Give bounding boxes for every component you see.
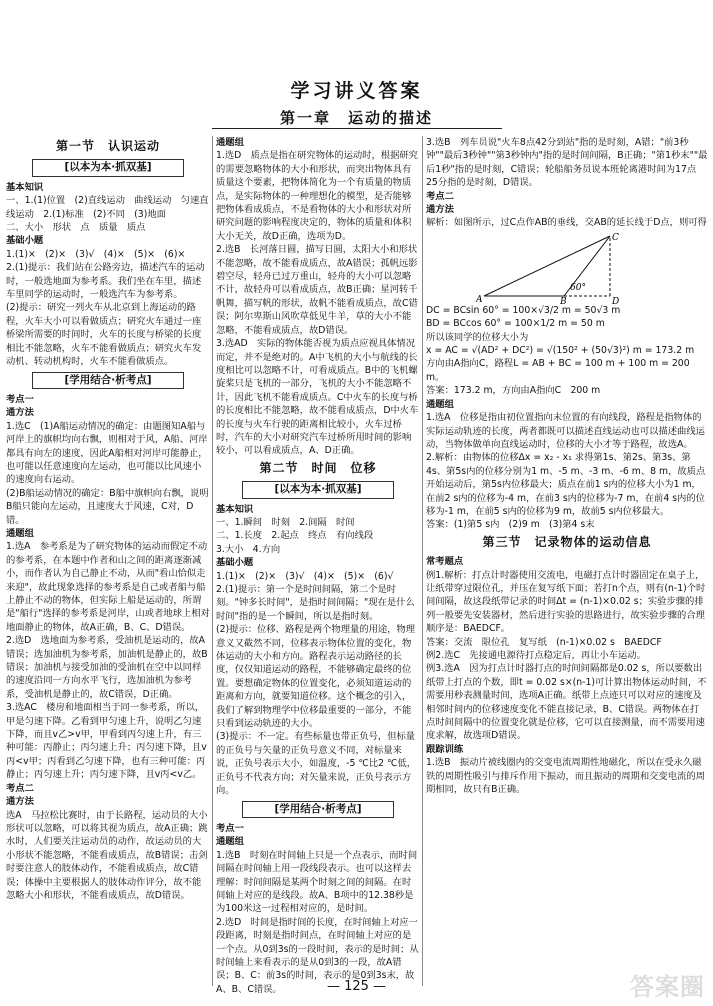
paragraph: 答案：交流 限位孔 复写纸 (n-1)×0.02 s BAEDCF — [426, 636, 662, 648]
paragraph: 1.(1)× (2)× (3)√ (4)× (5)× (6)√ — [216, 570, 394, 582]
subheading: 考点一 — [216, 822, 244, 834]
paragraph: DC = BCsin 60° = 100×√3/2 m = 50√3 m — [426, 304, 621, 316]
paragraph: 1.选B 时刻在时间轴上只是一个点表示，而时间间隔在时间轴上用一段线段表示。也可以这样去理解：时间间隔是某两个时刻之间的间隔。在时间轴上对应的是线段。故A、B项中的12.38秒是为100米这一过程相对应的，是时间。 — [216, 849, 418, 915]
watermark-logo: 答案圈 — [630, 973, 705, 1001]
paragraph: 3.选AD 实际的物体能否视为质点应视具体情况而定，并不是绝对的。A中飞机的大小与航线的长度相比可以忽略不计，可看成质点。B中的飞机螺旋桨只是飞机的一部分，飞机的大小不能忽略不计，因此飞机不能看成质点。C中火车的长度与桥的长度相比不能忽略，故不能看成质点，D中火车的长度与火车行驶的距离相比较小，火车过桥时，汽车的大小对研究汽车过桥所用时间的影响较小，可以看成质点，A、D正确。 — [216, 338, 419, 457]
paragraph: 一、1.(1)位置 (2)直线运动 曲线运动 匀速直线运动 2.(1)标准 (2)不同 (3)地面 — [6, 195, 209, 220]
paragraph: 所以该同学的位移大小为 — [426, 331, 529, 343]
paragraph: (2)提示：研究一列火车从北京到上海运动的路程，火车大小可以看做质点；研究火车通过一座桥梁所需要的时间时，火车的长度与桥梁的长度相比不能忽略，火车不能看做质点；研究火车发动机、转动机构时，火车不能看做质点。 — [6, 302, 202, 368]
paragraph: 3.大小 4.方向 — [216, 543, 281, 555]
paragraph: 2.选D 选地面为参考系，受油机是运动的，故A错误；选加油机为参考系，加油机是静止的，故B错误；加油机与接受加油的受油机在空中以同样的速度沿同一方向水平飞行，选加油机为参考系，受油机是静止的，故C错误，D正确。 — [6, 635, 208, 700]
paragraph: 例1.解析：打点计时器使用交流电，电磁打点计时器固定在桌子上，让纸带穿过限位孔，并压在复写纸下面；若打n个点，则有(n-1)个时间间隔，故这段纸带记录的时间Δt = (n-1)×0.02 s；实验步骤的排列一般要先安装器材，然后进行实验的思路进行，故实验步骤的合理顺序是：BAEDCF。 — [426, 569, 706, 635]
section-banner: [学用结合·析考点] — [32, 372, 184, 389]
subheading: 考点一 — [6, 393, 34, 405]
page-number: — 125 — — [326, 979, 387, 994]
subheading: 通题组 — [216, 137, 244, 148]
paragraph: 1.选D 质点是指在研究物体的运动时，根据研究的需要忽略物体的大小和形状，而突出物体具有质量这个要素，把物体简化为一个有质量的物质点，是实际物体的一种理想化的模型，是否能够把物体看成质点，不是看物体的大小和形状对所研究问题的影响程度决定的，物体的质量和体积大小无关，故D正确，选项为D。 — [216, 150, 418, 242]
subheading: 基本知识 — [216, 503, 254, 515]
subheading: 通方法 — [6, 407, 34, 419]
paragraph: 1.(1)× (2)× (3)√ (4)× (5)× (6)× — [6, 248, 186, 260]
paragraph: 1.选A 位移是指由初位置指向末位置的有向线段，路程是指物体的实际运动轨迹的长度，两者都既可以描述直线运动也可以描述曲线运动，当物体做单向直线运动时，位移的大小才等于路程，故选A。 — [426, 412, 705, 450]
chapter-rule — [212, 128, 502, 129]
paragraph: 2.解析：由物体的位移Δx = x₂ - x₁ 求得第1s、第2s、第3s、第4s、第5s内的位移分别为1 m、-5 m、-3 m、-6 m、8 m，故质点开始运动后，第5s内位移最大；质点在前1 s内的位移大小为1 m，在前2 s内的位移为-4 m，在前3 s内的位移为-7 m，在前4 s内的位移为-1 m，在前5 s内的位移为9 m，故前5 s内位移最大。 — [426, 452, 706, 517]
diagram-label: 60° — [570, 282, 586, 293]
subheading: 常考题点 — [426, 556, 464, 568]
section-title: 第三节 记录物体的运动信息 — [482, 534, 652, 549]
page-title: 学习讲义答案 — [290, 80, 423, 102]
subheading: 基础小题 — [6, 235, 44, 247]
paragraph: 答案：(1)第5 s内 (2)9 m (3)第4 s末 — [426, 519, 595, 531]
column-2 — [216, 136, 420, 994]
section-banner: [以本为本·抓双基] — [32, 159, 184, 176]
paragraph: 例2.选C 先接通电源待打点稳定后，再让小车运动。 — [426, 650, 646, 661]
paragraph: 1.选A 参考系是为了研究物体的运动而假定不动的参考系，在本题中作者和山之间的距离逐渐减小，而作者认为自己静止不动，从而"看山恰似走来迎"，故此现象选择的参考系是自己或者船与船上静止不动的物体，但实际上船是运动的，所谓是"船行"选择的参考系是河岸，山或者地球上相对地面静止的物体，故A正确，B、C、D错误。 — [6, 541, 210, 633]
column-1 — [6, 136, 210, 994]
subheading: 通题组 — [426, 398, 454, 410]
section-banner: [学用结合·析考点] — [242, 801, 394, 818]
subheading: 通题组 — [216, 836, 244, 848]
subheading: 通方法 — [426, 204, 454, 216]
subheading: 通方法 — [6, 796, 34, 808]
section-title: 第一节 认识运动 — [55, 139, 160, 153]
paragraph: 2.选D 时间是指时间的长度，在时间轴上对应一段距离，时刻是指时间点，在时间轴上对应的是一个点。从0到3s的一段时间，表示的是时间；从时间轴上来看表示的是从0到3的一段，故A错误；B、C：前3s的时间，表示的是0到3s末，故A、B、C错误。 — [216, 916, 419, 994]
subheading: 考点二 — [6, 782, 34, 794]
column-3 — [426, 136, 708, 994]
subheading: 基本知识 — [6, 181, 44, 193]
paragraph: 3.选B 列车员说"火车8点42分到站"指的是时刻，A错；"前3秒钟""最后3秒钟""第3秒钟内"指的是时间间隔，B正确；"第1秒末""最后1秒"指的是时刻，C错误；轮船船务员说本班轮离港时间为17点25分指的是时刻，D错误。 — [426, 137, 708, 189]
paragraph: (2)B船运动情况的确定：B船中旗帜向右飘，说明B船只能向左运动，且速度大于风速，C对，D错。 — [6, 487, 209, 526]
diagram-label: B — [560, 296, 567, 304]
diagram-label: D — [612, 296, 620, 304]
paragraph: (3)提示：不一定。有些标量也带正负号，但标量的正负号与矢量的正负号意义不同，对标量来说，正负号表示大小，如温度，-5 ℃比2 ℃低，正负号不代表方向；对矢量来说，正负号表示方向。 — [216, 731, 417, 797]
column-divider — [212, 136, 213, 986]
paragraph: (2)提示：位移、路程是两个物理量的用途，物理意义又截然不同，位移表示物体位置的变化，物体运动的大小和方向。路程表示运动路径的长度，仅仅知道运动的路程，不能够确定最终的位置。要想确定物体的位置变化，必须知道运动的距离和方向，就要知道位移。这个概念的引入，我们了解到物理学中位移最重要的一部分，不能只看到运动轨迹的大小。 — [216, 624, 416, 730]
paragraph: 例3.选A 因为打点计时器打点的时间间隔都是0.02 s，所以要数出纸带上打点的个数，即t = 0.02 s×(n-1)可计算出物体运动时间，不需要用秒表测量时间，选项A正确。纸带上点迹只可以对应的速度及相邻时间内的位移速度变化不能直接记录，B、C错误。两物体在打点时间间隔中的位置变化就是位移，它可以直接测量，而不需要用速度求解，故选项D错误。 — [426, 663, 707, 742]
paragraph: 1.选B 振动片被线圈内的交变电流周期性地磁化，所以在受永久磁铁的周期性吸引与排斥作用下振动，而且振动的周期和交变电流的周期相同，故只有B正确。 — [426, 757, 705, 796]
paragraph: 二、大小 形状 点 质量 质点 — [6, 222, 146, 234]
paragraph: 方向由A指向C，路程L = AB + BC = 100 m + 100 m = 200 m。 — [426, 358, 690, 383]
subheading: 基础小题 — [216, 557, 254, 569]
paragraph: 选A 马拉松比赛时，由于长路程，运动员的大小形状可以忽略，可以将其视为质点，故A正确；跳水时，人们要关注运动员的动作，故运动员的大小形状不能忽略，不能看成质点，故B错误；击剑时要注意人的肢体动作，不能看成质点，故C错误；体操中主要根据人的肢体动作评分，故不能忽略大小和形状，不能看成质点，故D错误。 — [6, 809, 208, 901]
diagram-label: A — [476, 294, 483, 304]
paragraph: 解析：如图所示，过C点作AB的垂线，交AB的延长线于D点，则可得 — [426, 217, 707, 229]
paragraph: 答案：173.2 m，方向由A指向C 200 m — [426, 385, 601, 397]
diagram-line — [484, 236, 610, 296]
column-divider — [422, 136, 423, 986]
paragraph: BD = BCcos 60° = 100×1/2 m = 50 m — [426, 318, 605, 330]
paragraph: 2.(1)提示：我们站在公路旁边，描述汽车的运动时，一般选地面为参考系。我们坐在车里，描述车里同学的运动时，一般选汽车为参考系。 — [6, 262, 205, 301]
paragraph: 一、1.瞬间 时刻 2.间隔 时间 — [216, 516, 355, 528]
paragraph: 3.选AC 楼房和地面相当于同一参考系，所以，甲是匀速下降。乙看到甲匀速上升，说明乙匀速下降，而且v乙>v甲，甲看到丙匀速上升，有三种可能：丙静止；丙匀速上升；丙匀速下降，且v丙<v甲；丙看到乙匀速下降，也有三种可能：丙静止；丙匀速上升；丙匀速下降，且v丙<v乙。 — [6, 702, 207, 781]
paragraph: 1.选C (1)A船运动情况的确定：由题图知A船与河岸上的旗帜均向右飘，则相对于风，A船、河岸都具有向左的速度，因此A船相对河岸可能静止，也可能以任意速度向左运动，也可能以比风速小的速度向右运动。 — [6, 420, 208, 486]
subheading: 通题组 — [6, 527, 34, 539]
paragraph: 2.选B 长河落日圆，描写日圆，太阳大小和形状不能忽略，故不能看成质点，故A错误；孤帆远影碧空尽，轻舟已过万重山，轻舟的大小可以忽略不计，故轻舟可以看成质点，故B正确；星河转千帆舞，描写帆的形状，故帆不能看成质点，故C错误；阿尔卑斯山风吹草低见牛羊，草的大小不能忽略，不能看成质点，故D错误。 — [216, 244, 418, 336]
paragraph: x = AC = √(AD² + DC²) = √(150² + (50√3)²) m = 173.2 m — [426, 345, 695, 357]
paragraph: 二、1.长度 2.起点 终点 有向线段 — [216, 530, 374, 542]
triangle-diagram — [476, 230, 656, 304]
subheading: 考点二 — [426, 190, 454, 202]
paragraph: 2.(1)提示：第一个是时间间隔，第二个是时刻。"钟多长时间"，是指时间间隔；"现在是什么时间"指的是一个瞬间，所以是指时刻。 — [216, 584, 415, 622]
diagram-label: C — [612, 232, 619, 243]
chapter-title: 第一章 运动的描述 — [279, 109, 433, 127]
section-banner: [以本为本·抓双基] — [242, 481, 394, 498]
section-title: 第二节 时间 位移 — [259, 460, 377, 475]
subheading: 跟踪训练 — [426, 743, 464, 755]
